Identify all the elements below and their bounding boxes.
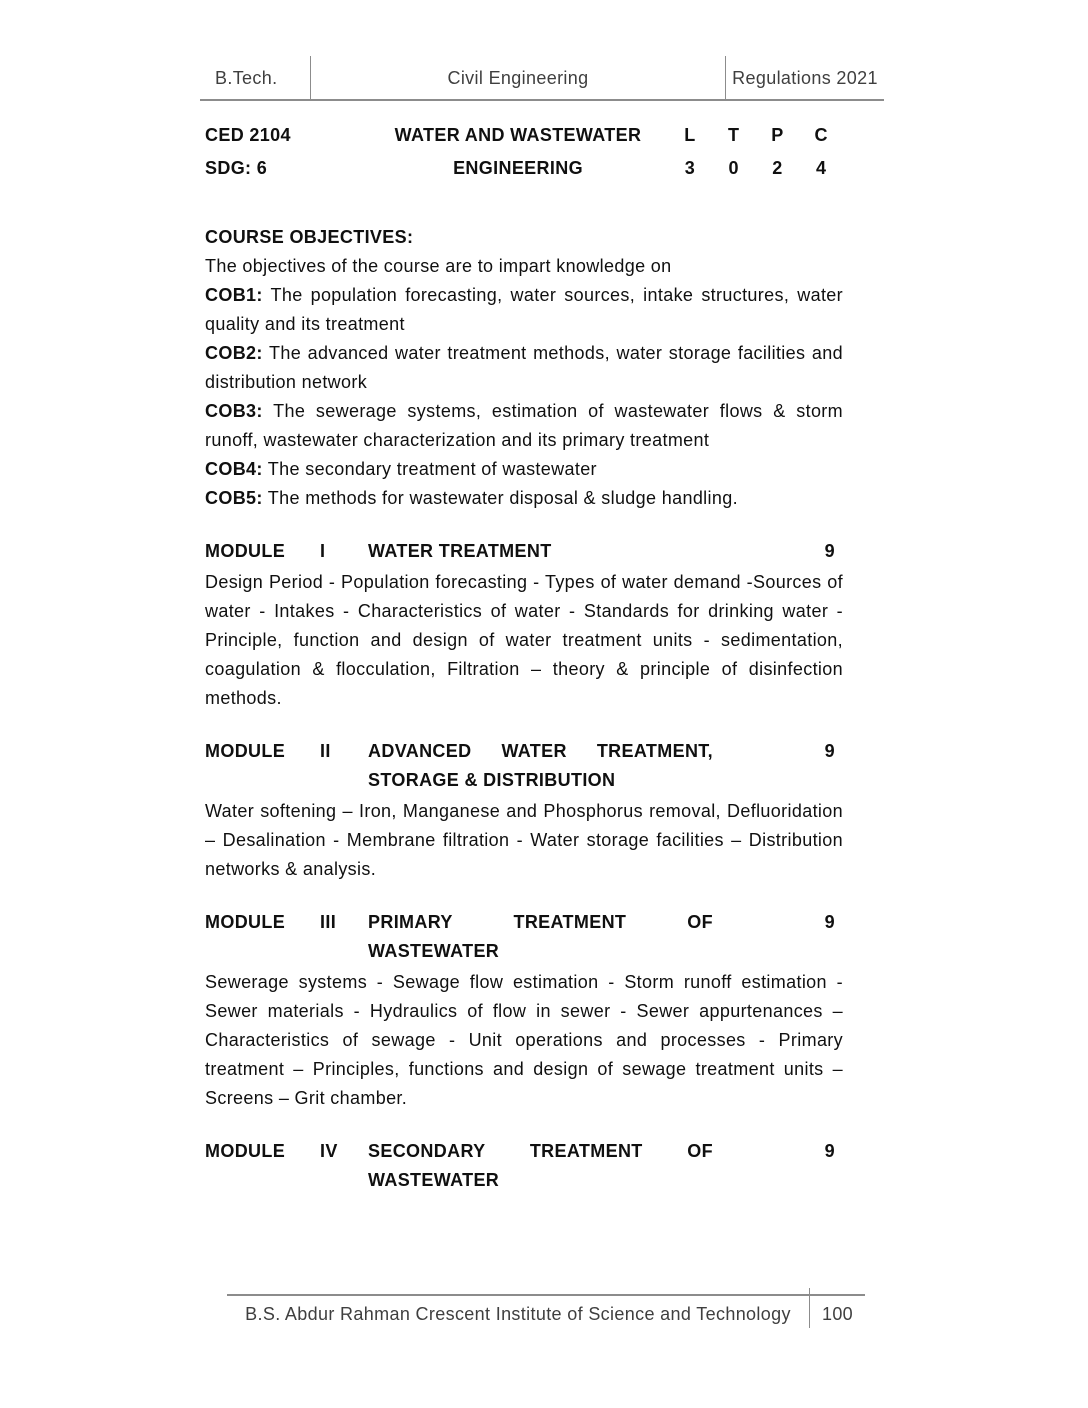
header-regulations: Regulations 2021	[732, 68, 878, 88]
objective-item	[205, 339, 843, 397]
module-label	[205, 537, 368, 566]
module-body: Design Period - Population forecasting - Types of water demand -Sources of water - Intakes - Characteristics of water - Standards for drinking water - Principle, function and design of water treatment units - sedimentation, coagulation & flocculation, Filtration – theory & principle of disinfection methods.	[205, 572, 843, 708]
course-header	[205, 119, 843, 185]
module-section-4	[205, 1137, 843, 1195]
credit-header-t: T	[727, 125, 740, 145]
course-title	[368, 119, 668, 185]
header-program: B.Tech.	[200, 56, 311, 99]
module-word: MODULE	[205, 541, 286, 561]
module-title: ADVANCED WATER TREATMENT, STORAGE & DISTRIBUTION	[368, 741, 713, 790]
credit-value-c: 4	[815, 158, 827, 178]
module-body: Water softening – Iron, Manganese and Phosphorus removal, Defluoridation – Desalination - Membrane filtration - Water storage facilities – Distribution networks & analysis.	[205, 801, 843, 879]
module-word: MODULE	[205, 912, 286, 932]
objective-text: The methods for wastewater disposal & sludge handling.	[267, 488, 738, 508]
objective-item	[205, 397, 843, 455]
footer-institute: B.S. Abdur Rahman Crescent Institute of Science and Technology	[245, 1304, 791, 1324]
objective-item	[205, 455, 843, 484]
module-heading	[205, 1137, 843, 1195]
objective-text: The advanced water treatment methods, water storage facilities and distribution network	[205, 343, 843, 392]
objective-text: The population forecasting, water sources, intake structures, water quality and its treatment	[205, 285, 843, 334]
module-title: WATER TREATMENT	[368, 541, 552, 561]
module-label	[205, 908, 368, 937]
objective-text: The secondary treatment of wastewater	[267, 459, 597, 479]
header-department: Civil Engineering	[311, 56, 726, 99]
module-numeral: I	[320, 541, 326, 561]
course-sdg: SDG: 6	[205, 158, 268, 178]
module-section-3	[205, 908, 843, 1113]
objectives-heading: COURSE OBJECTIVES:	[205, 227, 414, 247]
objectives-intro: The objectives of the course are to impart knowledge on	[205, 256, 672, 276]
module-body: Sewerage systems - Sewage flow estimation - Storm runoff estimation - Sewer materials - Hydraulics of flow in sewer - Sewer appurtenances – Characteristics of sewage - Unit operations and processes - Primary treatment – Principles, functions and design of sewage treatment units – Screens – Grit chamber.	[205, 972, 843, 1108]
credit-value-t: 0	[728, 158, 739, 178]
course-objectives-section	[205, 223, 843, 513]
page-footer	[227, 1294, 865, 1329]
module-label	[205, 737, 368, 766]
objective-item	[205, 281, 843, 339]
module-hours: 9	[824, 1141, 835, 1161]
objective-label: COB5:	[205, 488, 263, 508]
module-numeral: II	[320, 741, 331, 761]
module-heading	[205, 737, 843, 795]
module-title: SECONDARY TREATMENT OF WASTEWATER	[368, 1141, 713, 1190]
objective-label: COB2:	[205, 343, 263, 363]
page-content	[205, 119, 843, 1197]
credit-table	[668, 119, 843, 185]
module-section-1	[205, 537, 843, 713]
module-section-2	[205, 737, 843, 884]
course-title-line1: WATER AND WASTEWATER	[394, 125, 642, 145]
course-code: CED 2104	[205, 125, 291, 145]
credit-header-l: L	[684, 125, 696, 145]
credit-value-l: 3	[684, 158, 696, 178]
credit-header-p: P	[771, 125, 784, 145]
module-hours: 9	[824, 912, 835, 932]
module-hours: 9	[824, 541, 835, 561]
objective-label: COB1:	[205, 285, 263, 305]
course-code-column	[205, 119, 368, 185]
credit-value-p: 2	[772, 158, 783, 178]
footer-page-number: 100	[821, 1304, 854, 1324]
objective-label: COB3:	[205, 401, 263, 421]
page-header	[200, 56, 884, 101]
course-title-line2: ENGINEERING	[453, 158, 583, 178]
module-heading	[205, 908, 843, 966]
module-title: PRIMARY TREATMENT OF WASTEWATER	[368, 912, 713, 961]
credit-header-c: C	[814, 125, 828, 145]
module-heading	[205, 537, 843, 566]
module-numeral: III	[320, 912, 337, 932]
module-label	[205, 1137, 368, 1166]
module-hours: 9	[824, 741, 835, 761]
objective-item	[205, 484, 843, 513]
module-word: MODULE	[205, 741, 286, 761]
objective-label: COB4:	[205, 459, 263, 479]
module-numeral: IV	[320, 1141, 338, 1161]
objective-text: The sewerage systems, estimation of wastewater flows & storm runoff, wastewater characterization and its primary treatment	[205, 401, 844, 450]
module-word: MODULE	[205, 1141, 286, 1161]
